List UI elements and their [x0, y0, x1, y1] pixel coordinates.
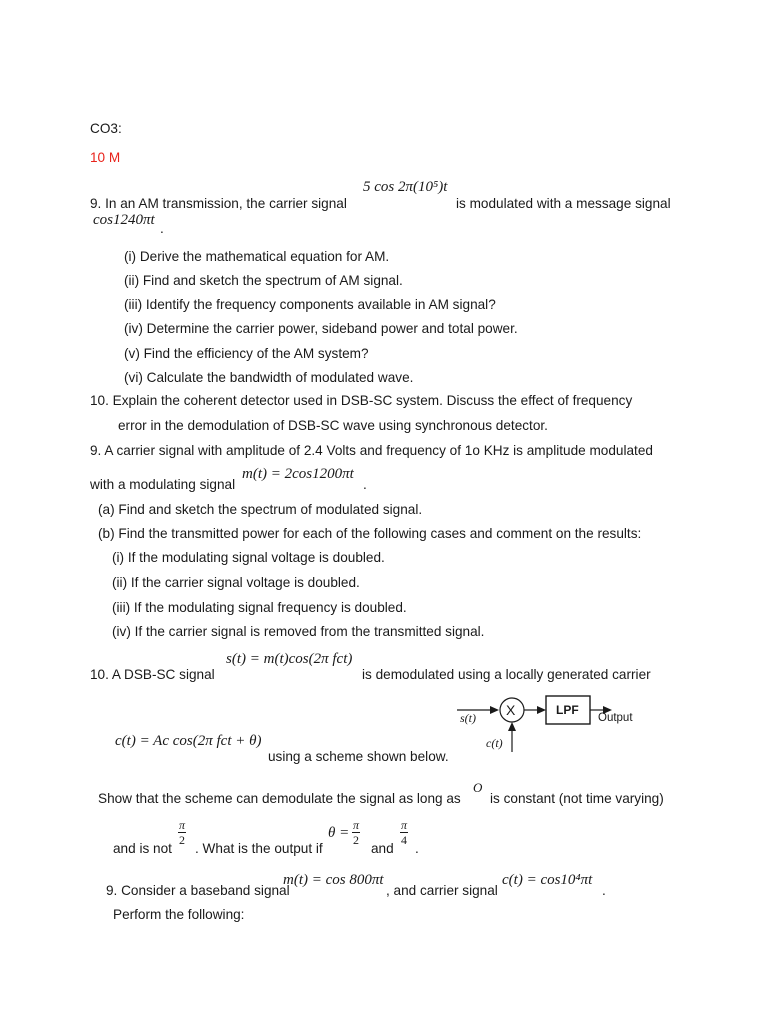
- q4-and: and: [371, 841, 394, 856]
- fraction-denominator: 2: [353, 833, 359, 847]
- q3-line2-trail: .: [363, 477, 367, 492]
- q1-item: (ii) Find and sketch the spectrum of AM signal.: [124, 273, 403, 288]
- q3-case: (ii) If the carrier signal voltage is doubled.: [112, 575, 360, 590]
- demodulator-diagram-graphic: [455, 690, 655, 760]
- q1-lead: 9. In an AM transmission, the carrier signal: [90, 196, 347, 211]
- q3-case: (i) If the modulating signal voltage is doubled.: [112, 550, 385, 565]
- q3-line1: 9. A carrier signal with amplitude of 2.4 Volts and frequency of 1o KHz is amplitude modulated: [90, 443, 653, 458]
- q2-line2: error in the demodulation of DSB-SC wave using synchronous detector.: [118, 418, 548, 433]
- q4-show-lead: Show that the scheme can demodulate the signal as long as: [98, 791, 461, 806]
- carrier-arrowhead: [508, 722, 516, 731]
- fraction-numerator: π: [179, 818, 186, 832]
- fraction-numerator: π: [353, 818, 360, 832]
- q5-mid: , and carrier signal: [386, 883, 498, 898]
- q4-c-expression: c(t) = Ac cos(2π fct + θ): [115, 733, 262, 749]
- q3-part: (b) Find the transmitted power for each of the following cases and comment on the results:: [98, 526, 642, 541]
- diagram-output-label: Output: [598, 712, 633, 724]
- fraction-pi-over-2: [352, 819, 360, 846]
- q4-end-dot: .: [415, 841, 419, 856]
- q5-lead: 9. Consider a baseband signal: [106, 883, 290, 898]
- q4-and-not: and is not: [113, 841, 172, 856]
- input-arrowhead: [490, 706, 499, 714]
- q4-lead: 10. A DSB-SC signal: [90, 667, 215, 682]
- q4-theta-glyph: O: [473, 780, 483, 795]
- q1-item: (v) Find the efficiency of the AM system?: [124, 346, 369, 361]
- fraction-denominator: 2: [179, 833, 185, 847]
- q3-case: (iii) If the modulating signal frequency is doubled.: [112, 600, 407, 615]
- q4-scheme-text: using a scheme shown below.: [268, 749, 449, 764]
- q1-trail: .: [160, 221, 164, 236]
- q5-c-expression: c(t) = cos10⁴πt: [502, 872, 593, 888]
- diagram-carrier-label: c(t): [486, 736, 503, 750]
- q1-mid: is modulated with a message signal: [456, 196, 671, 211]
- co-label: CO3:: [90, 121, 122, 136]
- q1-message-expression: cos1240πt: [93, 212, 155, 228]
- q4-s-expression: s(t) = m(t)cos(2π fct): [226, 651, 353, 667]
- q1-item: (i) Derive the mathematical equation for AM.: [124, 249, 390, 264]
- q1-carrier-expression: 5 cos 2π(10⁵)t: [363, 179, 448, 195]
- q2-line1: 10. Explain the coherent detector used in DSB-SC system. Discuss the effect of frequency: [90, 393, 633, 408]
- fraction-pi-over-4: [400, 819, 408, 846]
- lpf-label: LPF: [556, 703, 579, 717]
- q3-line2-lead: with a modulating signal: [90, 477, 236, 492]
- q4-show-trail: is constant (not time varying): [490, 791, 664, 806]
- q1-item: (iii) Identify the frequency components available in AM signal?: [124, 297, 496, 312]
- marks-label: 10 M: [90, 150, 121, 165]
- q4-theta-eq: θ =: [328, 825, 350, 841]
- q5-line2: Perform the following:: [113, 907, 245, 922]
- diagram-input-label: s(t): [460, 711, 476, 725]
- fraction-numerator: π: [401, 818, 408, 832]
- q4-mid: is demodulated using a locally generated carrier: [362, 667, 651, 682]
- q5-trail: .: [602, 883, 606, 898]
- mixer-to-lpf-arrowhead: [537, 706, 546, 714]
- q1-item: (vi) Calculate the bandwidth of modulated wave.: [124, 370, 414, 385]
- q1-item: (iv) Determine the carrier power, sideband power and total power.: [124, 321, 518, 336]
- fraction-denominator: 4: [401, 833, 407, 847]
- q5-m-expression: m(t) = cos 800πt: [283, 872, 384, 888]
- q3-case: (iv) If the carrier signal is removed from the transmitted signal.: [112, 624, 485, 639]
- mixer-symbol: X: [506, 702, 516, 718]
- q3-part: (a) Find and sketch the spectrum of modulated signal.: [98, 502, 423, 517]
- fraction-pi-over-2: [178, 819, 186, 846]
- demodulator-diagram: [455, 690, 655, 760]
- q4-what-output: . What is the output if: [195, 841, 323, 856]
- q3-modulating-expression: m(t) = 2cos1200πt: [242, 466, 354, 482]
